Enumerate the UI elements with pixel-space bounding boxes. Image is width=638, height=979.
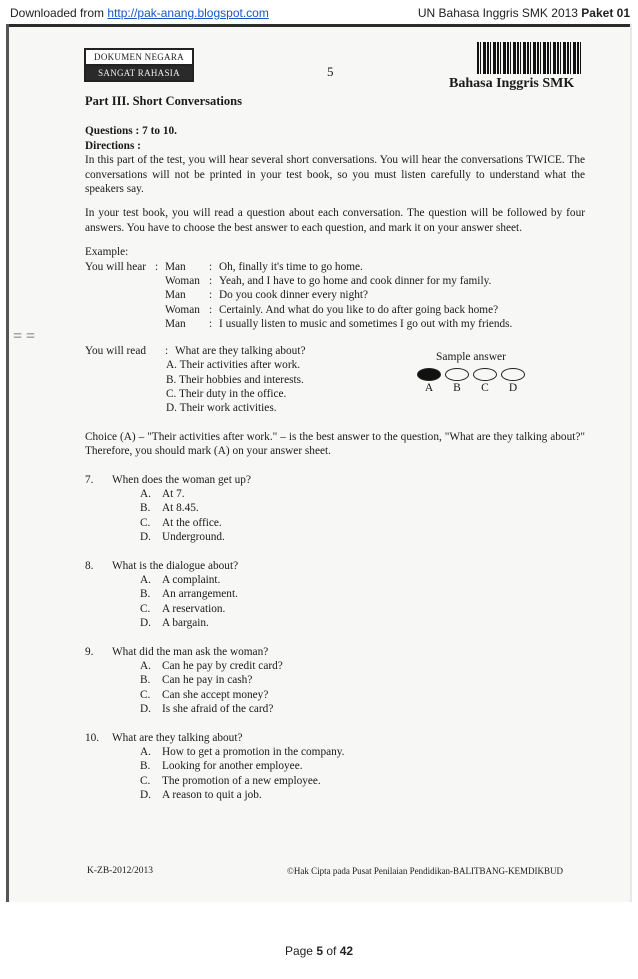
option-letter: A.: [140, 746, 151, 759]
dialog-colon: :: [209, 318, 213, 331]
option-text: Can he pay by credit card?: [162, 660, 283, 672]
question-options: [140, 745, 585, 803]
read-block: You will read : What are they talking about? A. Their activities after work. B. Their hobbies and interests. C. Their duty in the office. D. Their work activities. Sample answer A B C D: [85, 344, 585, 416]
option-text: A complaint.: [162, 573, 221, 586]
answer-option: [140, 616, 585, 630]
option-letter: C.: [140, 602, 151, 615]
document-title: [418, 6, 630, 20]
option-letter: A.: [140, 660, 151, 672]
current-page: 5: [316, 944, 323, 958]
dialog-speaker: Man: [165, 260, 186, 273]
option-letter: B.: [140, 760, 151, 773]
dialog-colon: :: [209, 289, 213, 302]
answer-option: [140, 530, 585, 544]
dialog-lead: You will hear: [85, 260, 146, 273]
dialog-line: Oh, finally it's time to go home.: [219, 260, 363, 273]
hear-colon: :: [155, 260, 159, 273]
question-number: 10.: [85, 731, 100, 744]
dialog-row: [85, 288, 585, 302]
read-option: B. Their hobbies and interests.: [166, 373, 304, 386]
directions-paragraph-1: In this part of the test, you will hear several short conversations. You will hear the conversations TWICE. The conversations will not be printed in your test book, so you must listen carefully to understand what the speakers say.: [85, 154, 585, 196]
download-header: [0, 0, 638, 24]
read-option: C. Their duty in the office.: [166, 387, 287, 400]
dialog-line: Do you cook dinner every night?: [219, 289, 369, 302]
option-text: The promotion of a new employee.: [162, 774, 321, 787]
dialog-colon: :: [209, 260, 213, 273]
dialog-lead: [85, 274, 165, 288]
scan-edge-top: [9, 24, 632, 27]
dialog-colon: :: [209, 275, 213, 288]
answer-option: [140, 673, 585, 687]
option-letter: D.: [140, 789, 151, 802]
answer-bubble-icon: [501, 368, 525, 381]
option-text: Can he pay in cash?: [162, 674, 253, 687]
question-item: [85, 473, 585, 545]
option-text: Can she accept money?: [162, 688, 269, 701]
dialog-colon: :: [209, 303, 213, 316]
question-header: [85, 559, 585, 573]
question-text: What did the man ask the woman?: [112, 645, 269, 658]
option-letter: A.: [140, 573, 151, 586]
questions-range: Questions : 7 to 10.: [85, 125, 177, 138]
question-number: 8.: [85, 559, 94, 572]
directions-paragraph-2: In your test book, you will read a question about each conversation. The question will be followed by four answers. You have to choose the best answer to each question, and mark it on your answer sheet.: [85, 207, 585, 234]
answer-bubble-icon: [445, 368, 469, 381]
example-dialog: [85, 260, 585, 332]
dialog-lead: [85, 317, 165, 331]
example-block: [85, 245, 585, 458]
option-letter: B.: [140, 674, 151, 687]
dialog-row: [85, 274, 585, 288]
answer-bubble-letter: B: [453, 382, 461, 395]
option-letter: C.: [140, 688, 151, 701]
option-text: At 7.: [162, 487, 185, 500]
dialog-speaker: Man: [165, 318, 186, 331]
option-letter: A.: [140, 487, 151, 500]
answer-option: [140, 487, 585, 501]
option-text: A bargain.: [162, 617, 209, 630]
dialog-lead: [85, 288, 165, 302]
option-text: How to get a promotion in the company.: [162, 746, 345, 759]
stamp-line-1: DOKUMEN NEGARA: [86, 50, 192, 66]
directions-label: Directions :: [85, 139, 141, 152]
question-text: What are they talking about?: [112, 731, 243, 744]
question-text: What is the dialogue about?: [112, 559, 239, 572]
option-text: Underground.: [162, 531, 225, 544]
dialog-line: Yeah, and I have to go home and cook dinner for my family.: [219, 275, 492, 288]
scanned-page: [6, 24, 632, 902]
answer-option: [140, 659, 585, 673]
answer-option: [140, 759, 585, 773]
read-label: You will read: [85, 344, 146, 357]
option-letter: D.: [140, 617, 151, 630]
option-letter: D.: [140, 703, 151, 716]
question-number: 7.: [85, 473, 94, 486]
stamp-line-2: SANGAT RAHASIA: [86, 66, 192, 80]
dialog-row: [85, 317, 585, 331]
dialog-row: [85, 260, 585, 274]
option-letter: D.: [140, 531, 151, 544]
question-header: [85, 473, 585, 487]
read-option: D. Their work activities.: [166, 402, 277, 415]
dialog-speaker: Woman: [165, 275, 200, 288]
answer-option: [140, 573, 585, 587]
answer-bubble-letter: C: [481, 382, 489, 395]
question-options: [140, 573, 585, 631]
option-text: At 8.45.: [162, 502, 199, 515]
answer-option: [140, 587, 585, 601]
answer-option: [140, 602, 585, 616]
question-item: [85, 731, 585, 803]
answer-bubble-letters: [411, 381, 531, 395]
answer-bubbles: [411, 368, 531, 381]
question-text: When does the woman get up?: [112, 473, 251, 486]
question-number: 9.: [85, 645, 94, 658]
option-letter: C.: [140, 516, 151, 529]
option-text: A reservation.: [162, 602, 226, 615]
question-item: [85, 645, 585, 717]
answer-bubble-letter: D: [508, 382, 518, 395]
answer-option: [140, 702, 585, 716]
copyright-notice: ©Hak Cipta pada Pusat Penilaian Pendidikan-BALITBANG-KEMDIKBUD: [287, 866, 564, 876]
dialog-speaker: Man: [165, 289, 186, 302]
option-letter: B.: [140, 502, 151, 515]
sample-answer: [411, 350, 531, 396]
choice-explanation: Choice (A) – "Their activities after work." – is the best answer to the question, "What are they talking about?" Therefore, you should mark (A) on your answer sheet.: [85, 430, 585, 458]
scan-edge-right: [630, 24, 632, 902]
answer-option: [140, 788, 585, 802]
option-letter: B.: [140, 588, 151, 601]
download-source: [10, 6, 269, 20]
answer-option: [140, 501, 585, 515]
download-link[interactable]: http://pak-anang.blogspot.com: [107, 6, 269, 20]
answer-bubble-letter: A: [424, 382, 434, 395]
read-question: What are they talking about?: [175, 344, 306, 357]
margin-marks: = =: [13, 328, 36, 345]
download-prefix: Downloaded from: [10, 6, 108, 20]
answer-option: [140, 688, 585, 702]
example-label: Example:: [85, 246, 129, 259]
option-letter: C.: [140, 774, 151, 787]
question-options: [140, 487, 585, 545]
answer-bubble-icon: [473, 368, 497, 381]
question-item: [85, 559, 585, 631]
subject-title: Bahasa Inggris SMK: [449, 76, 575, 91]
option-text: At the office.: [162, 516, 222, 529]
dialog-row: [85, 303, 585, 317]
confidential-stamp: [84, 48, 194, 82]
question-options: [140, 659, 585, 717]
scan-page-number: 5: [327, 64, 334, 79]
dialog-line: Certainly. And what do you like to do after going back home?: [219, 303, 499, 316]
dialog-lead: [85, 303, 165, 317]
option-text: An arrangement.: [162, 588, 238, 601]
sample-answer-label: Sample answer: [436, 350, 506, 363]
question-header: [85, 731, 585, 745]
answer-option: [140, 745, 585, 759]
option-text: Looking for another employee.: [162, 760, 303, 773]
answer-option: [140, 516, 585, 530]
option-text: A reason to quit a job.: [162, 789, 262, 802]
answer-option: [140, 774, 585, 788]
exam-content: [85, 94, 585, 803]
questions-list: [85, 473, 585, 803]
exam-code: K-ZB-2012/2013: [87, 866, 153, 876]
page-footer: Page 5 of 42: [284, 944, 354, 958]
barcode-icon: [477, 42, 581, 74]
total-pages: 42: [339, 944, 354, 958]
read-option: A. Their activities after work.: [166, 359, 301, 372]
answer-bubble-icon: [417, 368, 441, 381]
option-text: Is she afraid of the card?: [162, 703, 274, 716]
doc-paket: Paket 01: [581, 6, 630, 20]
dialog-speaker: Woman: [165, 303, 200, 316]
section-title: Part III. Short Conversations: [85, 94, 242, 108]
doc-title-text: UN Bahasa Inggris SMK 2013: [417, 6, 582, 20]
question-header: [85, 645, 585, 659]
dialog-line: I usually listen to music and sometimes I go out with my friends.: [219, 318, 513, 331]
